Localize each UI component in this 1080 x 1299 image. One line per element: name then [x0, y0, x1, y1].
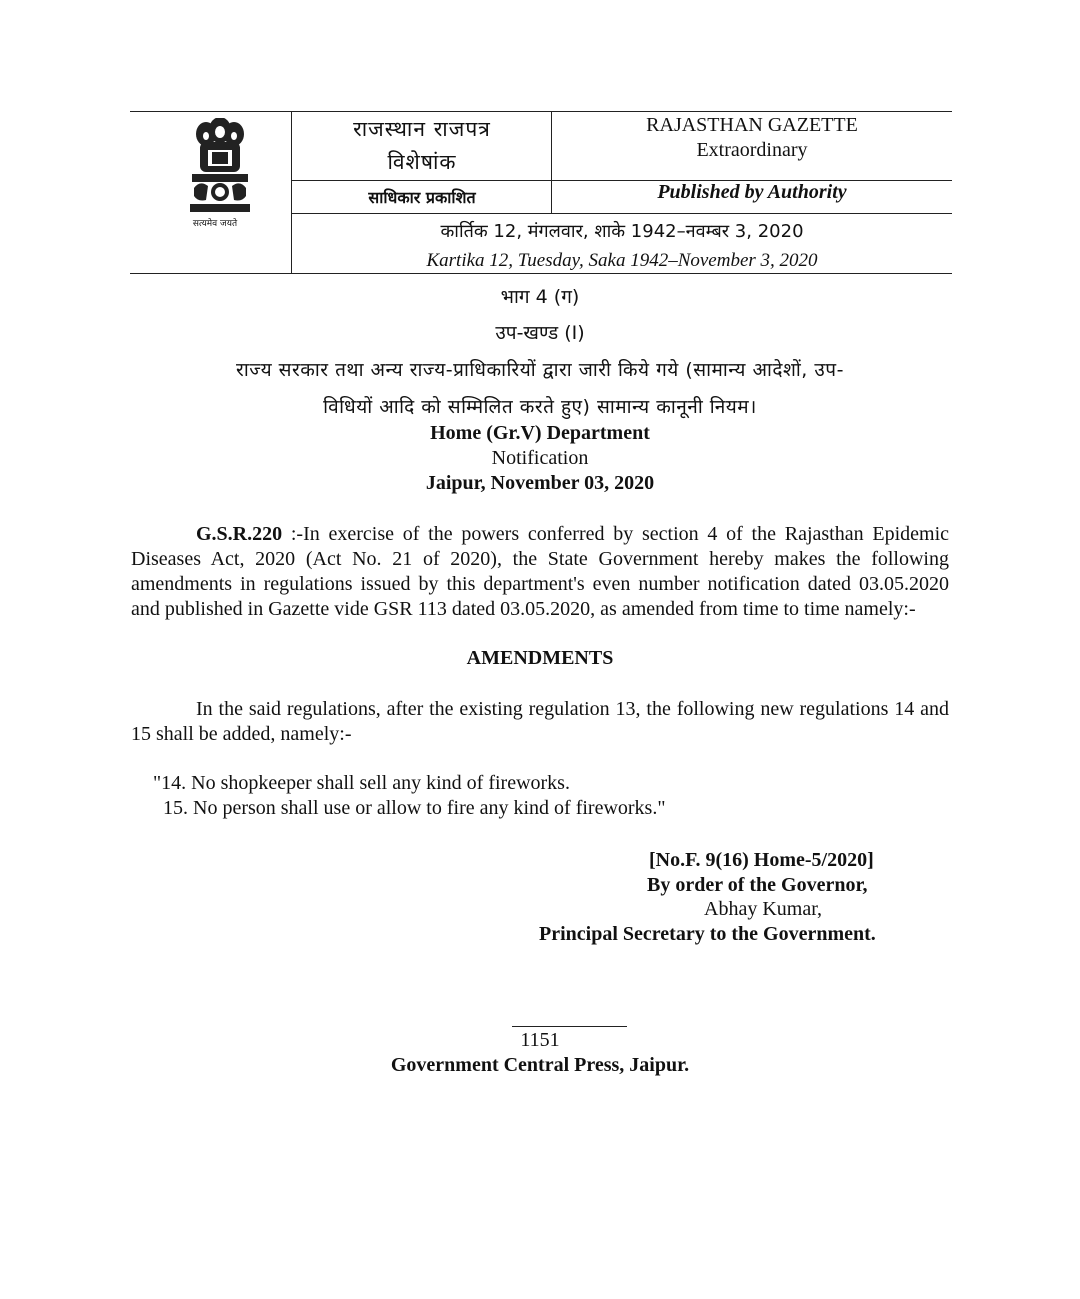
emblem-motto: सत्यमेव जयते [192, 219, 238, 229]
signatory-designation: Principal Secretary to the Government. [539, 923, 876, 945]
date-english: Kartika 12, Tuesday, Saka 1942–November 3, 2020 [426, 250, 818, 271]
place-date: Jaipur, November 03, 2020 [425, 472, 655, 494]
hindi-authority: साधिकार प्रकाशित [368, 188, 476, 207]
footer-rule [512, 1026, 627, 1027]
state-emblem-icon [178, 118, 262, 218]
gsr-label: G.S.R.220 [196, 523, 283, 545]
subsection-heading: उप-खण्ड (I) [495, 322, 585, 344]
gsr-text: :-In exercise of the powers conferred by section 4 of the Rajasthan Epidemic Diseases Act, 2020 (Act No. 21 of 2020), the State Government hereby makes the following amendments in regulations issued by this department's even number notification dated 03.05.2020 and published in Gazette vide GSR 113 dated 03.05.2020, as amended from time to time namely:- [131, 523, 949, 620]
notification-label: Notification [491, 447, 589, 469]
order-line: By order of the Governor, [647, 874, 868, 896]
amendment-intro: In the said regulations, after the existing regulation 13, the following new regulations 14 and 15 shall be added, namely:- [131, 698, 949, 745]
section-description-line2: विधियों आदि को सम्मिलित करते हुए) सामान्य कानूनी नियम। [323, 396, 757, 418]
section-description-line1: राज्य सरकार तथा अन्य राज्य-प्राधिकारियों द्वारा जारी किये गये (सामान्य आदेशों, उप- [236, 359, 844, 381]
header-date-rule [292, 213, 952, 214]
press-name: Government Central Press, Jaipur. [390, 1054, 690, 1076]
english-title-line1: RAJASTHAN GAZETTE [646, 114, 858, 136]
header-top-rule [130, 111, 952, 112]
amendment-item-15: 15. No person shall use or allow to fire any kind of fireworks." [163, 797, 666, 819]
hindi-title-line2: विशेषांक [387, 150, 457, 174]
header-bottom-rule [130, 273, 952, 274]
hindi-title-line1: राजस्थान राजपत्र [353, 117, 491, 141]
part-heading: भाग 4 (ग) [500, 286, 580, 308]
english-authority: Published by Authority [657, 181, 847, 203]
date-hindi: कार्तिक 12, मंगलवार, शाके 1942–नवम्बर 3, 2020 [440, 221, 804, 242]
page-number: 1151 [520, 1029, 560, 1051]
department-heading: Home (Gr.V) Department [430, 422, 650, 444]
amendment-item-14: "14. No shopkeeper shall sell any kind of fireworks. [153, 772, 570, 794]
file-number: [No.F. 9(16) Home-5/2020] [649, 849, 874, 871]
amendments-heading: AMENDMENTS [466, 647, 614, 669]
gsr-paragraph [131, 522, 949, 622]
english-title-line2: Extraordinary [696, 139, 808, 161]
signatory-name: Abhay Kumar, [704, 898, 823, 920]
